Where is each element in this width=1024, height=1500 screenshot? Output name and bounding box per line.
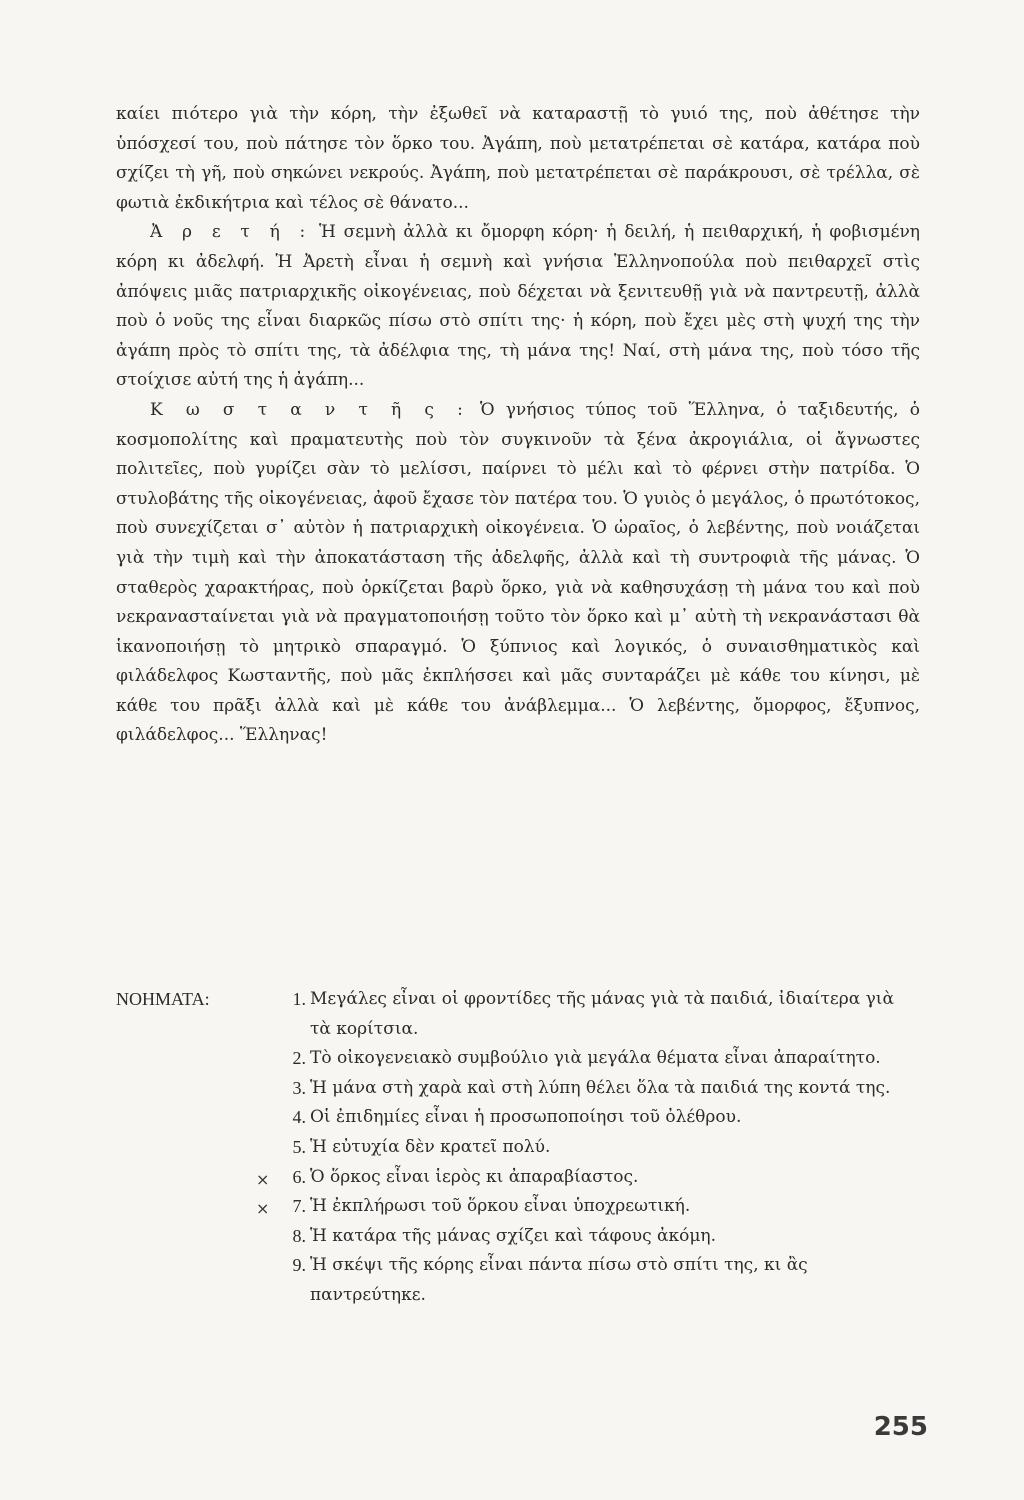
note-number: 1. bbox=[292, 989, 306, 1009]
note-item bbox=[276, 1251, 920, 1310]
handwritten-cross-icon: × bbox=[256, 1169, 270, 1189]
character-name-kostantis: Κ ω σ τ α ν τ ῆ ς : bbox=[150, 399, 469, 420]
note-item bbox=[276, 985, 920, 1044]
paragraph-text: Ἡ σεμνὴ ἀλλὰ κι ὄμορφη κόρη· ἡ δειλή, ἡ πειθαρχική, ἡ φοβισμένη κόρη κι ἀδελφή. Ἡ Ἀρετὴ εἶναι ἡ σεμνὴ καὶ γνήσια Ἑλληνοπούλα ποὺ πειθαρχεῖ στὶς ἀπόψεις μιᾶς πατριαρχικῆς οἰκογένειας, ποὺ δέχεται νὰ ξενιτευθῇ γιὰ νὰ παντρευτῇ, ἀλλὰ ποὺ ὁ νοῦς της εἶναι διαρκῶς πίσω στὸ σπίτι της· ἡ κόρη, ποὺ ἔχει μὲς στὴ ψυχή της τὴν ἀγάπη πρὸς τὸ σπίτι της, τὰ ἀδέλφια της, τὴ μάνα της! Ναί, στὴ μάνα της, ποὺ τόσο τῆς στοίχισε αὐτή της ἡ ἀγάπη... bbox=[116, 222, 920, 391]
note-text: Μεγάλες εἶναι οἱ φροντίδες τῆς μάνας γιὰ τὰ παιδιά, ἰδιαίτερα γιὰ τὰ κορίτσια. bbox=[310, 989, 894, 1039]
notes-label: ΝΟΗΜΑΤΑ: bbox=[116, 989, 210, 1009]
paragraph-kostantis bbox=[116, 396, 920, 751]
body-text bbox=[116, 100, 920, 751]
paragraph-text: Ὁ γνήσιος τύπος τοῦ Ἕλληνα, ὁ ταξιδευτής, ὁ κοσμοπολίτης καὶ πραματευτὴς ποὺ τὸν συγκινοῦν τὰ ξένα ἀκρογιάλια, οἱ ἄγνωστες πολιτεῖες, ποὺ γυρίζει σὰν τὸ μελίσσι, παίρνει τὸ μέλι καὶ τὸ φέρνει στὴν πατρίδα. Ὁ στυλοβάτης τῆς οἰκογένειας, ἀφοῦ ἔχασε τὸν πατέρα του. Ὁ γυιὸς ὁ μεγάλος, ὁ πρωτότοκος, ποὺ συνεχίζεται σ᾽ αὐτὸν ἡ πατριαρχικὴ οἰκογένεια. Ὁ ὡραῖος, ὁ λεβέντης, ποὺ νοιάζεται γιὰ τὴν τιμὴ καὶ τὴν ἀποκατάσταση τῆς ἀδελφῆς, ἀλλὰ καὶ τὴ συντροφιὰ τῆς μάνας. Ὁ σταθερὸς χαρακτήρας, ποὺ ὁρκίζεται βαρὺ ὅρκο, γιὰ νὰ καθησυχάσῃ τὴ μάνα του καὶ ποὺ νεκρανασταίνεται γιὰ νὰ πραγματοποιήσῃ τοῦτο τὸν ὅρκο καὶ μ᾽ αὐτὴ τὴ νεκρανάστασι θὰ ἱκανοποιήσῃ τὸ μητρικὸ σπαραγμό. Ὁ ξύπνιος καὶ λογικός, ὁ συναισθηματικὸς καὶ φιλάδελφος Κωσταντῆς, ποὺ μᾶς ἐκπλήσσει καὶ μᾶς συνταράζει μὲ κάθε του κίνησι, μὲ κάθε του πρᾶξι ἀλλὰ καὶ μὲ κάθε του ἀνάβλεμμα... Ὁ λεβέντης, ὄμορφος, ἔξυπνος, φιλάδελφος... Ἕλληνας! bbox=[116, 399, 920, 746]
paragraph-text: καίει πιότερο γιὰ τὴν κόρη, τὴν ἐξωθεῖ νὰ καταραστῇ τὸ γυιό της, ποὺ ἀθέτησε τὴν ὑπόσχεσί του, ποὺ πάτησε τὸν ὅρκο του. Ἀγάπη, ποὺ μετατρέπεται σὲ κατάρα, κατάρα ποὺ σχίζει τὴ γῆ, ποὺ σηκώνει νεκρούς. Ἀγάπη, ποὺ μετατρέπεται σὲ παράκρουσι, σὲ τρέλλα, σὲ φωτιὰ ἐκδικήτρια καὶ τέλος σὲ θάνατο... bbox=[116, 104, 920, 213]
note-item bbox=[276, 1222, 920, 1252]
note-text: Τὸ οἰκογενειακὸ συμβούλιο γιὰ μεγάλα θέματα εἶναι ἀπαραίτητο. bbox=[310, 1048, 881, 1069]
note-item bbox=[256, 1163, 920, 1193]
note-item bbox=[276, 1133, 920, 1163]
note-item bbox=[276, 1044, 920, 1074]
handwritten-cross-icon: × bbox=[256, 1199, 270, 1219]
note-item bbox=[276, 1103, 920, 1133]
page-number: 255 bbox=[873, 1412, 928, 1442]
note-number: 4. bbox=[292, 1107, 306, 1128]
note-item bbox=[256, 1192, 920, 1222]
paragraph-areti bbox=[116, 218, 920, 396]
note-number: 2. bbox=[292, 1048, 306, 1069]
note-text: Ὁ ὅρκος εἶναι ἱερὸς κι ἀπαραβίαστος. bbox=[310, 1166, 639, 1187]
note-number: 5. bbox=[292, 1136, 306, 1157]
character-name-areti: Ἀ ρ ε τ ή : bbox=[150, 222, 312, 243]
note-text: Ἡ εὐτυχία δὲν κρατεῖ πολύ. bbox=[310, 1136, 551, 1157]
note-item bbox=[276, 1074, 920, 1104]
note-number: 8. bbox=[292, 1225, 306, 1246]
note-text: Ἡ ἐκπλήρωσι τοῦ ὅρκου εἶναι ὑποχρεωτική. bbox=[310, 1196, 691, 1217]
note-number: 3. bbox=[292, 1077, 306, 1098]
note-text: Ἡ κατάρα τῆς μάνας σχίζει καὶ τάφους ἀκόμη. bbox=[310, 1225, 717, 1246]
note-text: Ἡ μάνα στὴ χαρὰ καὶ στὴ λύπη θέλει ὅλα τὰ παιδιά της κοντά της. bbox=[310, 1077, 891, 1098]
note-text: Ἡ σκέψι τῆς κόρης εἶναι πάντα πίσω στὸ σπίτι της, κι ἂς παντρεύτηκε. bbox=[310, 1255, 808, 1305]
note-number: 7. bbox=[292, 1196, 306, 1217]
note-text: Οἱ ἐπιδημίες εἶναι ἡ προσωποποίησι τοῦ ὀλέθρου. bbox=[310, 1107, 742, 1128]
notes-section bbox=[116, 985, 920, 1311]
paragraph-love bbox=[116, 100, 920, 218]
note-number: 9. bbox=[292, 1255, 306, 1276]
note-number: 6. bbox=[292, 1166, 306, 1187]
